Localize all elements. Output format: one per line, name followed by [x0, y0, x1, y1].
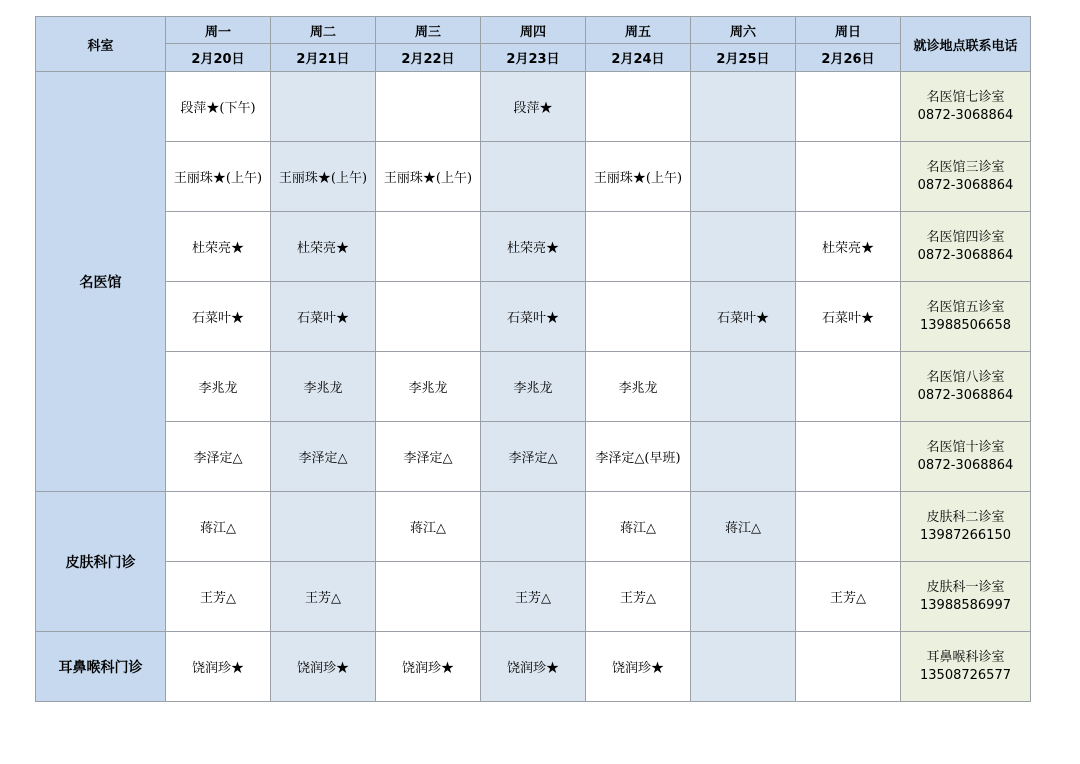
phone-number: 0872-3068864 [917, 107, 1014, 123]
location-cell [901, 632, 1031, 702]
doctor-shift-cell: 饶润珍★ [376, 632, 481, 702]
doctor-shift-cell [691, 562, 796, 632]
doctor-shift-cell [691, 212, 796, 282]
schedule-row [36, 422, 1031, 492]
doctor-shift-cell: 杜荣亮★ [481, 212, 586, 282]
doctor-shift-cell: 李泽定△ [166, 422, 271, 492]
room-name: 名医馆四诊室 [926, 229, 1005, 245]
doctor-shift-cell: 蒋江△ [376, 492, 481, 562]
doctor-shift-cell: 段萍★(下午) [166, 72, 271, 142]
schedule-body [36, 72, 1031, 702]
doctor-shift-cell [481, 492, 586, 562]
schedule-row [36, 142, 1031, 212]
doctor-shift-cell [376, 282, 481, 352]
location-column-header: 就诊地点联系电话 [901, 17, 1031, 72]
header-row-weekdays [36, 17, 1031, 44]
doctor-shift-cell: 石菜叶★ [481, 282, 586, 352]
weekday-header: 周三 [376, 17, 481, 44]
doctor-shift-cell: 饶润珍★ [271, 632, 376, 702]
schedule-row [36, 562, 1031, 632]
doctor-shift-cell: 蒋江△ [691, 492, 796, 562]
date-header: 2月20日 [166, 44, 271, 72]
doctor-shift-cell: 杜荣亮★ [796, 212, 901, 282]
doctor-shift-cell: 王芳△ [166, 562, 271, 632]
room-name: 耳鼻喉科诊室 [926, 649, 1005, 665]
location-cell [901, 492, 1031, 562]
dept-column-header: 科室 [36, 17, 166, 72]
schedule-row [36, 492, 1031, 562]
doctor-shift-cell: 李兆龙 [271, 352, 376, 422]
doctor-shift-cell [796, 142, 901, 212]
room-name: 名医馆五诊室 [926, 299, 1005, 315]
date-header: 2月21日 [271, 44, 376, 72]
date-header: 2月26日 [796, 44, 901, 72]
doctor-shift-cell [796, 422, 901, 492]
room-name: 名医馆三诊室 [926, 159, 1005, 175]
doctor-shift-cell: 李兆龙 [586, 352, 691, 422]
doctor-shift-cell: 王丽珠★(上午) [586, 142, 691, 212]
doctor-shift-cell [271, 492, 376, 562]
doctor-shift-cell: 杜荣亮★ [166, 212, 271, 282]
doctor-shift-cell: 饶润珍★ [166, 632, 271, 702]
date-header: 2月23日 [481, 44, 586, 72]
weekday-header: 周六 [691, 17, 796, 44]
date-header: 2月22日 [376, 44, 481, 72]
phone-number: 13987266150 [920, 527, 1011, 543]
location-cell [901, 352, 1031, 422]
doctor-shift-cell: 饶润珍★ [586, 632, 691, 702]
doctor-shift-cell: 石菜叶★ [166, 282, 271, 352]
weekday-header: 周五 [586, 17, 691, 44]
doctor-shift-cell [586, 72, 691, 142]
phone-number: 0872-3068864 [917, 177, 1014, 193]
doctor-shift-cell: 杜荣亮★ [271, 212, 376, 282]
doctor-shift-cell [586, 212, 691, 282]
weekday-header: 周四 [481, 17, 586, 44]
weekday-header: 周二 [271, 17, 376, 44]
room-name: 名医馆七诊室 [926, 89, 1005, 105]
doctor-shift-cell: 李泽定△(早班) [586, 422, 691, 492]
doctor-shift-cell [691, 142, 796, 212]
schedule-row [36, 72, 1031, 142]
location-cell [901, 562, 1031, 632]
schedule-row [36, 282, 1031, 352]
doctor-shift-cell [691, 422, 796, 492]
doctor-shift-cell: 王芳△ [481, 562, 586, 632]
doctor-shift-cell: 李兆龙 [166, 352, 271, 422]
doctor-shift-cell [376, 562, 481, 632]
doctor-shift-cell: 王芳△ [271, 562, 376, 632]
room-name: 皮肤科一诊室 [926, 579, 1005, 595]
doctor-shift-cell: 李兆龙 [481, 352, 586, 422]
doctor-shift-cell: 李泽定△ [271, 422, 376, 492]
phone-number: 0872-3068864 [917, 247, 1014, 263]
doctor-shift-cell: 王芳△ [796, 562, 901, 632]
doctor-shift-cell [376, 212, 481, 282]
schedule-row [36, 632, 1031, 702]
doctor-shift-cell [691, 72, 796, 142]
doctor-shift-cell [796, 352, 901, 422]
doctor-shift-cell: 石菜叶★ [691, 282, 796, 352]
location-cell [901, 212, 1031, 282]
weekday-header: 周日 [796, 17, 901, 44]
phone-number: 0872-3068864 [917, 457, 1014, 473]
room-name: 名医馆十诊室 [926, 439, 1005, 455]
department-cell: 皮肤科门诊 [36, 492, 166, 632]
phone-number: 13988586997 [920, 597, 1011, 613]
doctor-shift-cell: 王丽珠★(上午) [376, 142, 481, 212]
department-cell: 耳鼻喉科门诊 [36, 632, 166, 702]
doctor-shift-cell: 李泽定△ [481, 422, 586, 492]
date-header: 2月25日 [691, 44, 796, 72]
location-cell [901, 422, 1031, 492]
doctor-shift-cell: 李兆龙 [376, 352, 481, 422]
department-cell: 名医馆 [36, 72, 166, 492]
doctor-shift-cell [796, 492, 901, 562]
weekday-header: 周一 [166, 17, 271, 44]
doctor-shift-cell [796, 632, 901, 702]
phone-number: 0872-3068864 [917, 387, 1014, 403]
date-header: 2月24日 [586, 44, 691, 72]
doctor-shift-cell: 饶润珍★ [481, 632, 586, 702]
doctor-shift-cell [271, 72, 376, 142]
location-cell [901, 142, 1031, 212]
doctor-shift-cell [376, 72, 481, 142]
phone-number: 13988506658 [920, 317, 1011, 333]
doctor-shift-cell: 王丽珠★(上午) [271, 142, 376, 212]
schedule-row [36, 212, 1031, 282]
schedule-table [35, 16, 1031, 702]
doctor-shift-cell [691, 632, 796, 702]
doctor-shift-cell: 李泽定△ [376, 422, 481, 492]
doctor-shift-cell: 段萍★ [481, 72, 586, 142]
location-cell [901, 282, 1031, 352]
room-name: 皮肤科二诊室 [926, 509, 1005, 525]
header-row-dates [36, 44, 1031, 72]
doctor-shift-cell [586, 282, 691, 352]
location-cell [901, 72, 1031, 142]
doctor-shift-cell: 蒋江△ [166, 492, 271, 562]
phone-number: 13508726577 [920, 667, 1011, 683]
doctor-shift-cell: 王丽珠★(上午) [166, 142, 271, 212]
doctor-shift-cell: 石菜叶★ [796, 282, 901, 352]
doctor-shift-cell [796, 72, 901, 142]
doctor-shift-cell: 王芳△ [586, 562, 691, 632]
doctor-shift-cell: 蒋江△ [586, 492, 691, 562]
doctor-shift-cell [691, 352, 796, 422]
schedule-row [36, 352, 1031, 422]
doctor-shift-cell: 石菜叶★ [271, 282, 376, 352]
doctor-shift-cell [481, 142, 586, 212]
room-name: 名医馆八诊室 [926, 369, 1005, 385]
